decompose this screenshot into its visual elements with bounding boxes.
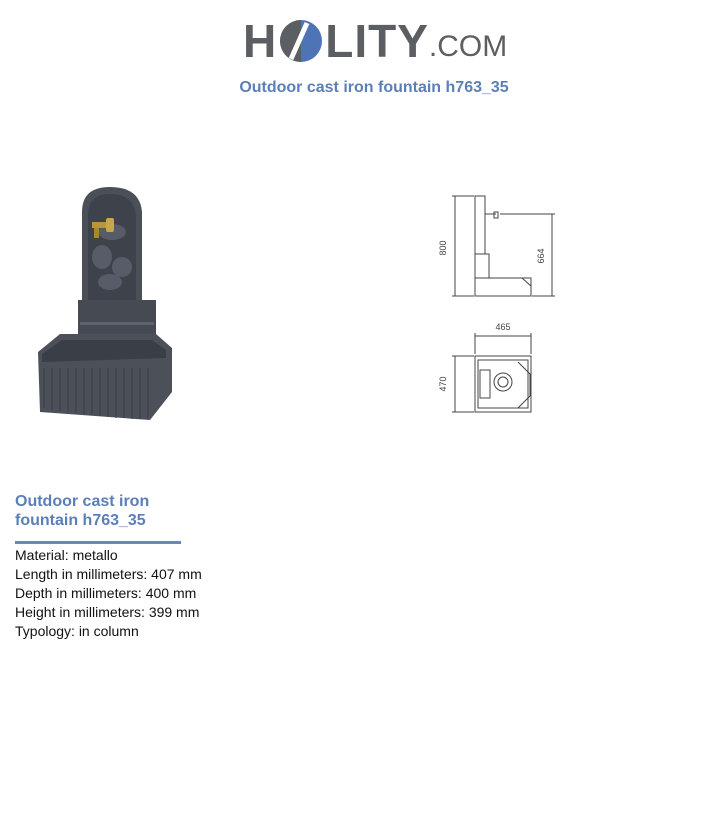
spec-material: Material: metallo — [15, 547, 118, 563]
dim-top-width: 465 — [495, 322, 511, 332]
dim-spout-height: 664 — [536, 248, 546, 264]
dim-top-depth: 470 — [438, 376, 448, 392]
logo-text-left: H — [243, 15, 278, 67]
logo-text-right: LITY — [325, 15, 429, 67]
cast-iron-fountain-photo — [30, 182, 180, 422]
holity-logo[interactable] — [243, 12, 507, 70]
product-name-line2: fountain h763_35 — [15, 512, 146, 529]
page-title: Outdoor cast iron fountain h763_35 — [239, 79, 509, 96]
product-name-line1: Outdoor cast iron — [15, 493, 150, 510]
spec-depth: Depth in millimeters: 400 mm — [15, 585, 197, 601]
spec-height: Height in millimeters: 399 mm — [15, 604, 200, 620]
spec-list — [15, 546, 202, 641]
product-name — [15, 492, 215, 530]
logo-suffix: .COM — [428, 30, 508, 63]
spec-typology: Typology: in column — [15, 623, 139, 639]
divider — [15, 541, 181, 544]
logo-o-icon — [279, 19, 323, 63]
dim-side-height: 800 — [438, 240, 448, 256]
technical-drawing — [430, 186, 560, 422]
spec-length: Length in millimeters: 407 mm — [15, 566, 202, 582]
